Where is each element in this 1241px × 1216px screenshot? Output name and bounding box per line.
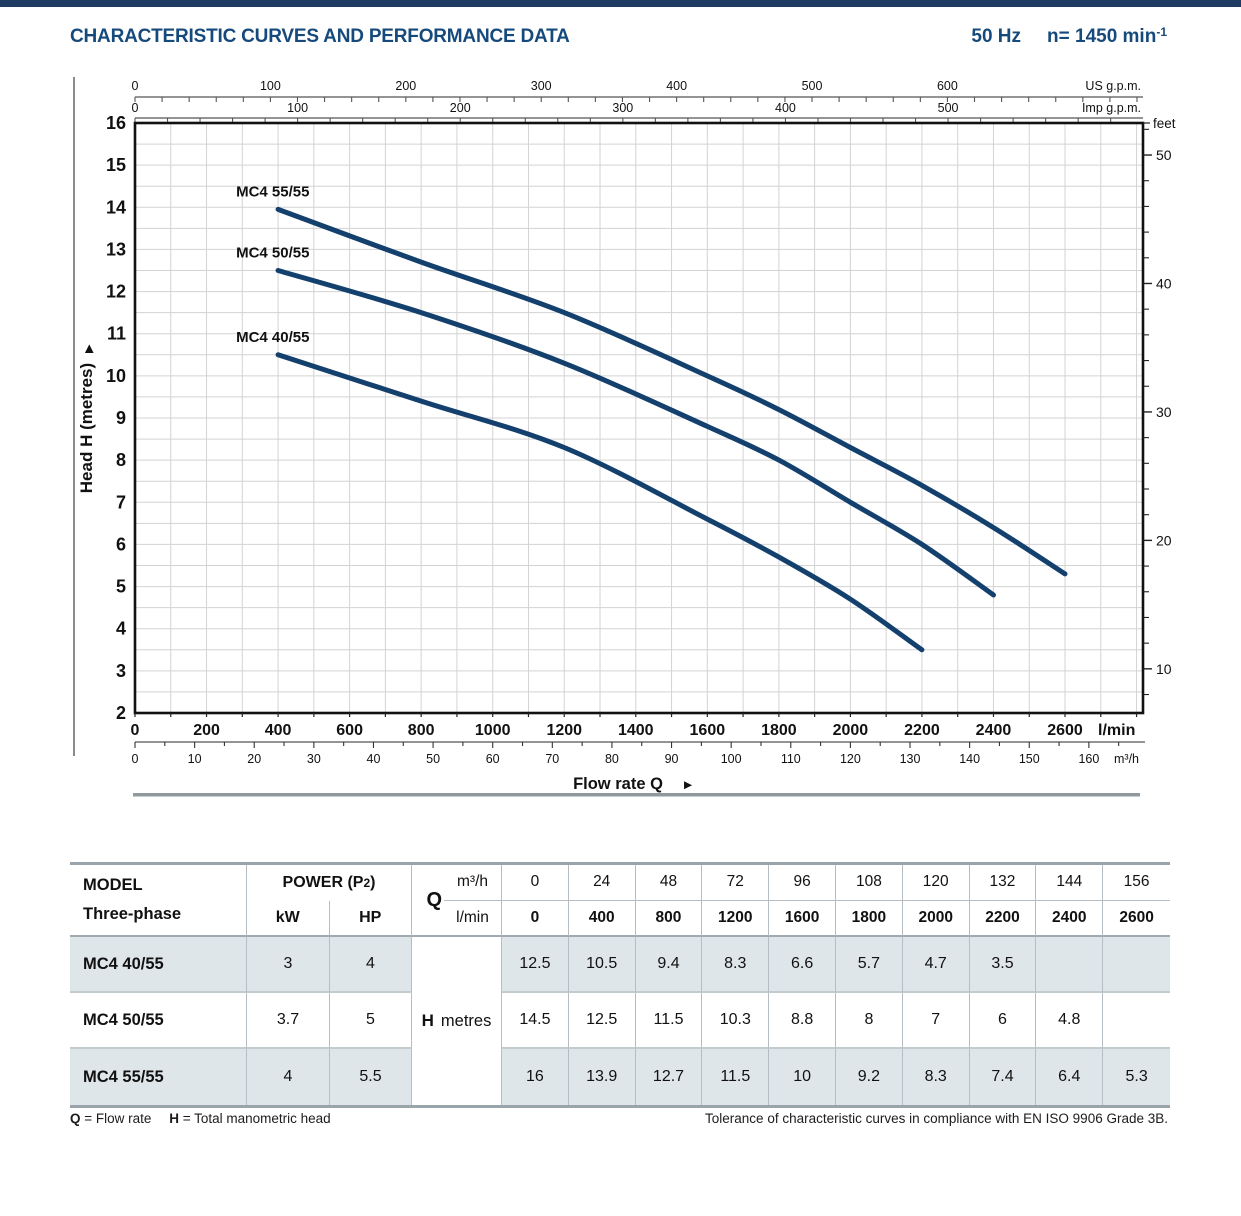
svg-text:0: 0 [130, 722, 140, 739]
kw-cell: 3.7 [247, 993, 330, 1049]
svg-text:Imp g.p.m.: Imp g.p.m. [1081, 101, 1141, 115]
svg-text:16: 16 [105, 113, 126, 133]
svg-text:1000: 1000 [474, 722, 511, 739]
head-axis-title [77, 344, 96, 493]
q-col-header: 48 800 [636, 865, 703, 937]
model-header-cell [70, 865, 247, 937]
svg-text:20: 20 [247, 752, 262, 766]
hp-header: HP [359, 909, 382, 926]
svg-text:5: 5 [115, 576, 126, 597]
head-value-cell: 10 [769, 1049, 836, 1105]
lmin-axis [131, 713, 1137, 739]
svg-text:3: 3 [115, 660, 126, 681]
head-value-cell: 11.5 [702, 1049, 769, 1105]
svg-text:feet: feet [1153, 116, 1176, 131]
head-value-cell [1036, 937, 1103, 993]
svg-text:160: 160 [1078, 752, 1100, 766]
speed-exponent: -1 [1156, 25, 1167, 39]
svg-text:300: 300 [612, 101, 634, 115]
q-unit-lmin: l/min [456, 908, 489, 926]
svg-text:12: 12 [105, 281, 126, 302]
footnotes [70, 1111, 1168, 1126]
q-col-header: 72 1200 [702, 865, 769, 937]
power-header-cell [247, 865, 412, 937]
kw-header: kW [247, 901, 330, 935]
q-label: Q [426, 888, 442, 911]
tolerance-note: Tolerance of characteristic curves in compliance with EN ISO 9906 Grade 3B. [705, 1111, 1168, 1126]
svg-text:Flow rate Q: Flow rate Q [573, 775, 663, 793]
page-title: CHARACTERISTIC CURVES AND PERFORMANCE DATA [70, 26, 570, 47]
head-value-cell: 10.3 [702, 993, 769, 1049]
svg-text:15: 15 [105, 155, 126, 176]
head-value-cell: 5.7 [836, 937, 903, 993]
model-cell: MC4 55/55 [70, 1049, 247, 1105]
power-header: POWER (P 2 ) [282, 874, 376, 891]
head-value-cell: 6.4 [1036, 1049, 1103, 1105]
q-col-header: 156 2600 [1103, 865, 1170, 937]
kw-cell: 3 [247, 937, 330, 993]
top-accent-bar [0, 0, 1241, 7]
svg-text:1400: 1400 [617, 722, 654, 739]
svg-text:13: 13 [105, 239, 126, 260]
svg-text:0: 0 [131, 79, 139, 93]
q-col-header: 0 0 [502, 865, 569, 937]
head-value-cell: 9.2 [836, 1049, 903, 1105]
svg-text:500: 500 [937, 101, 959, 115]
head-value-cell: 12.7 [636, 1049, 703, 1105]
svg-text:50: 50 [426, 752, 441, 766]
svg-text:m³/h: m³/h [1114, 752, 1139, 766]
head-value-cell: 10.5 [569, 937, 636, 993]
power-subscript: 2 [363, 876, 371, 890]
svg-text:Head H (metres)▶: Head H (metres)▶ [77, 344, 96, 494]
svg-text:11: 11 [106, 323, 126, 344]
model-header: MODEL [83, 876, 143, 894]
speed-label: n= 1450 $\min^{-1}$ [1047, 25, 1167, 47]
head-value-cell: 7 [903, 993, 970, 1049]
svg-text:300: 300 [530, 79, 552, 93]
head-value-cell: 8 [836, 993, 903, 1049]
svg-text:50: 50 [1156, 147, 1172, 164]
flow-axis-title [573, 775, 693, 793]
svg-text:MC4 55/55: MC4 55/55 [236, 183, 310, 201]
svg-text:8: 8 [115, 450, 126, 471]
svg-text:200: 200 [193, 722, 220, 739]
svg-text:80: 80 [604, 752, 619, 766]
svg-text:10: 10 [187, 752, 202, 766]
kw-cell: 4 [247, 1049, 330, 1105]
svg-text:150: 150 [1018, 752, 1040, 766]
q-col-header: 144 2400 [1036, 865, 1103, 937]
svg-text:110: 110 [780, 752, 801, 766]
svg-text:30: 30 [1156, 403, 1172, 420]
feet-axis [1143, 116, 1176, 695]
svg-text:90: 90 [664, 752, 679, 766]
svg-text:2600: 2600 [1047, 722, 1083, 739]
head-value-cell: 16 [502, 1049, 569, 1105]
head-value-cell: 11.5 [636, 993, 703, 1049]
hp-cell: 5.5 [330, 1049, 412, 1105]
svg-text:9: 9 [115, 408, 126, 428]
head-value-cell: 6 [970, 993, 1037, 1049]
svg-text:2: 2 [115, 703, 126, 723]
svg-text:4: 4 [115, 618, 126, 639]
svg-text:0: 0 [131, 101, 139, 115]
model-cell: MC4 40/55 [70, 937, 247, 993]
h-definition: = Total manometric head [182, 1111, 331, 1126]
h-symbol: H [169, 1111, 179, 1126]
imp-gpm-axis [132, 101, 1143, 123]
model-subheader: Three-phase [83, 905, 182, 923]
svg-text:US g.p.m.: US g.p.m. [1085, 79, 1141, 93]
svg-text:100: 100 [720, 752, 742, 766]
head-unit-cell [412, 937, 502, 1105]
q-header-cell [412, 865, 502, 937]
q-col-header: 96 1600 [769, 865, 836, 937]
svg-text:7: 7 [115, 492, 126, 513]
svg-text:▶: ▶ [684, 779, 693, 791]
svg-text:40: 40 [366, 752, 381, 766]
head-value-cell: 8.3 [903, 1049, 970, 1105]
q-col-header: 132 2200 [970, 865, 1037, 937]
svg-text:10: 10 [1156, 660, 1172, 677]
svg-text:100: 100 [287, 101, 309, 115]
svg-text:400: 400 [264, 722, 292, 739]
svg-text:14: 14 [105, 197, 126, 218]
q-col-header: 108 1800 [836, 865, 903, 937]
performance-chart [0, 62, 1241, 810]
head-value-cell [1103, 937, 1170, 993]
head-value-cell: 4.8 [1036, 993, 1103, 1049]
svg-text:200: 200 [395, 79, 417, 93]
head-value-cell: 12.5 [502, 937, 569, 993]
hp-cell: 5 [330, 993, 412, 1049]
us-gpm-axis [132, 79, 1143, 102]
head-value-cell: 7.4 [970, 1049, 1037, 1105]
q-col-header: 120 2000 [903, 865, 970, 937]
head-value-cell: 8.8 [769, 993, 836, 1049]
svg-text:400: 400 [775, 101, 796, 115]
h-unit: metres [440, 1011, 492, 1030]
h-label: H [421, 1011, 434, 1030]
svg-text:MC4 50/55: MC4 50/55 [236, 244, 310, 262]
svg-text:60: 60 [485, 752, 500, 766]
svg-text:1600: 1600 [689, 722, 726, 739]
legend-definitions [70, 1111, 335, 1126]
svg-text:1800: 1800 [761, 722, 797, 739]
head-value-cell: 8.3 [702, 937, 769, 993]
svg-text:100: 100 [259, 79, 281, 93]
q-definition: = Flow rate [84, 1111, 152, 1126]
svg-text:200: 200 [449, 101, 471, 115]
head-value-cell: 4.7 [903, 937, 970, 993]
head-value-cell: 9.4 [636, 937, 703, 993]
svg-text:0: 0 [131, 752, 139, 766]
svg-text:40: 40 [1156, 275, 1172, 292]
svg-text:1200: 1200 [546, 722, 583, 739]
q-unit-m3h: m³/h [444, 865, 501, 901]
svg-text:70: 70 [545, 752, 560, 766]
head-value-cell: 5.3 [1103, 1049, 1170, 1105]
svg-text:600: 600 [936, 79, 958, 93]
page-header [70, 26, 1167, 48]
svg-text:120: 120 [839, 752, 861, 766]
hp-cell: 4 [330, 937, 412, 993]
head-value-cell: 3.5 [970, 937, 1037, 993]
head-value-cell: 6.6 [769, 937, 836, 993]
svg-text:500: 500 [801, 79, 823, 93]
svg-text:600: 600 [336, 722, 363, 739]
m3h-axis [132, 742, 1145, 766]
svg-text:2400: 2400 [975, 722, 1012, 739]
svg-text:6: 6 [115, 534, 126, 555]
performance-table [70, 862, 1170, 1108]
power-units [247, 901, 411, 935]
head-value-cell: 14.5 [502, 993, 569, 1049]
frequency-speed [971, 26, 1167, 48]
bottom-rule [133, 793, 1140, 797]
svg-text:2000: 2000 [832, 722, 869, 739]
q-symbol: Q [70, 1111, 81, 1126]
head-value-cell: 13.9 [569, 1049, 636, 1105]
svg-text:10: 10 [105, 365, 126, 386]
frequency-label: 50 Hz [971, 26, 1022, 47]
svg-text:130: 130 [899, 752, 921, 766]
head-value-cell [1103, 993, 1170, 1049]
svg-text:2200: 2200 [904, 722, 940, 739]
svg-text:20: 20 [1156, 532, 1172, 549]
svg-text:l/min: l/min [1098, 722, 1136, 739]
q-col-header: 24 400 [569, 865, 636, 937]
head-axis [106, 113, 126, 723]
svg-text:800: 800 [407, 722, 435, 739]
model-cell: MC4 50/55 [70, 993, 247, 1049]
svg-text:140: 140 [959, 752, 981, 766]
head-value-cell: 12.5 [569, 993, 636, 1049]
svg-text:30: 30 [306, 752, 321, 766]
svg-text:400: 400 [666, 79, 688, 93]
svg-text:MC4 40/55: MC4 40/55 [236, 328, 310, 346]
